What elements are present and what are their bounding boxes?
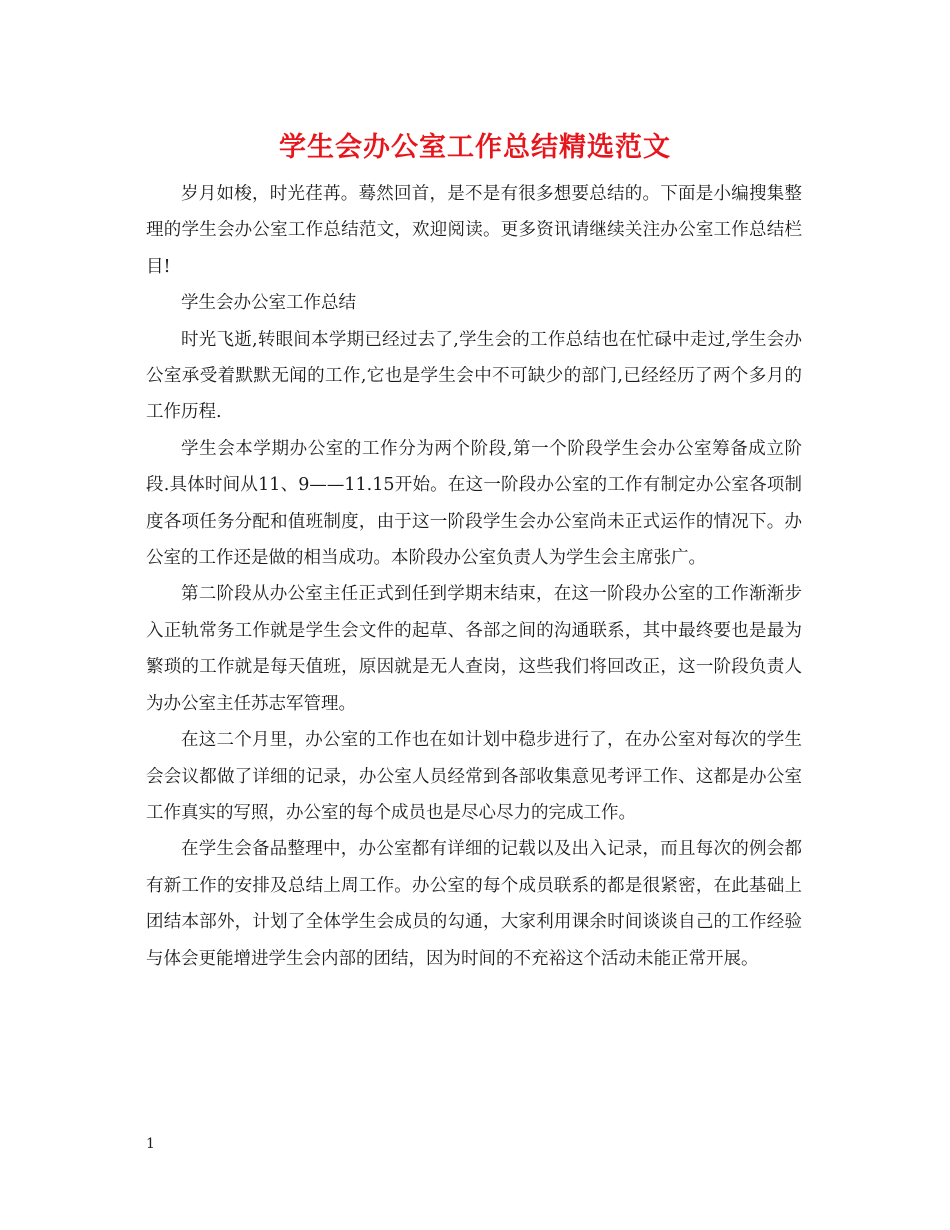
body-paragraph: 在学生会备品整理中，办公室都有详细的记载以及出入记录，而且每次的例会都有新工作的安排及总结上周工作。办公室的每个成员联系的都是很紧密，在此基础上团结本部外，计划了全体学生会成员的勾通，大家利用课余时间谈谈自己的工作经验与体会更能增进学生会内部的团结，因为时间的不充裕这个活动未能正常开展。 bbox=[146, 839, 802, 969]
page-number: 1 bbox=[146, 1136, 155, 1152]
body-paragraph: 第二阶段从办公室主任正式到任到学期末结束，在这一阶段办公室的工作渐渐步入正轨常务工作就是学生会文件的起草、各部之间的沟通联系，其中最终要也是最为繁琐的工作就是每天值班，原因就是无人查岗，这些我们将回改正，这一阶段负责人为办公室主任苏志军管理。 bbox=[146, 584, 802, 714]
section-heading: 学生会办公室工作总结 bbox=[181, 293, 356, 314]
body-paragraph: 时光飞逝,转眼间本学期已经过去了,学生会的工作总结也在忙碌中走过,学生会办公室承受着默默无闻的工作,它也是学生会中不可缺少的部门,已经经历了两个多月的工作历程. bbox=[146, 329, 802, 423]
document-body bbox=[146, 176, 802, 977]
body-paragraph: 学生会本学期办公室的工作分为两个阶段,第一个阶段学生会办公室筹备成立阶段.具体时间从11、9——11.15开始。在这一阶段办公室的工作有制定办公室各项制度各项任务分配和值班制度，由于这一阶段学生会办公室尚未正式运作的情况下。办公室的工作还是做的相当成功。本阶段办公室负责人为学生会主席张广。 bbox=[146, 438, 802, 569]
body-paragraph: 在这二个月里，办公室的工作也在如计划中稳步进行了，在办公室对每次的学生会会议都做了详细的记录，办公室人员经常到各部收集意见考评工作、这都是办公室工作真实的写照，办公室的每个成员也是尽心尽力的完成工作。 bbox=[146, 730, 802, 823]
intro-paragraph: 岁月如梭，时光荏苒。蓦然回首，是不是有很多想要总结的。下面是小编搜集整理的学生会办公室工作总结范文，欢迎阅读。更多资讯请继续关注办公室工作总结栏目! bbox=[146, 184, 802, 277]
document-title: 学生会办公室工作总结精选范文 bbox=[279, 132, 671, 163]
